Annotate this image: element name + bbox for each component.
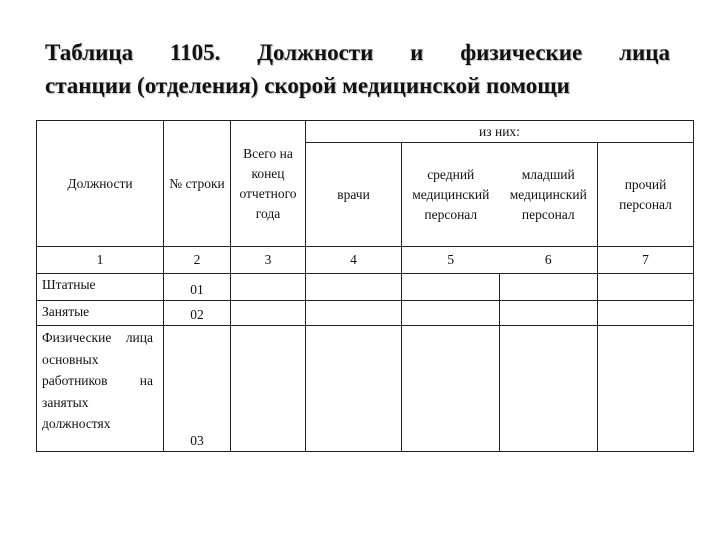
- cell-r3-c4: [306, 326, 402, 452]
- header-total: Всего на конец отчетного года: [231, 121, 306, 247]
- header-middle-staff: средний медицинский персонал: [402, 143, 500, 247]
- cell-r2-c4: [306, 301, 402, 326]
- cell-r3-c3: [231, 326, 306, 452]
- cell-r2-c6: [500, 301, 598, 326]
- cell-r1-c5: [402, 274, 500, 301]
- cell-r2-c7: [598, 301, 694, 326]
- column-number-6: 6: [500, 247, 598, 274]
- header-other-staff: прочий персонал: [598, 143, 694, 247]
- header-doctors: врачи: [306, 143, 402, 247]
- cell-r3-c5: [402, 326, 500, 452]
- column-number-4: 4: [306, 247, 402, 274]
- cell-r3-c6: [500, 326, 598, 452]
- title-line-1: Таблица 1105. Должности и физические лица: [45, 40, 670, 65]
- cell-r1-c3: [231, 274, 306, 301]
- column-number-5: 5: [402, 247, 500, 274]
- cell-r2-c5: [402, 301, 500, 326]
- header-position: Должности: [37, 121, 164, 247]
- row-code-03: 03: [164, 326, 231, 452]
- column-number-1: 1: [37, 247, 164, 274]
- staff-table: [36, 120, 694, 452]
- row-label-staffed: Штатные: [37, 274, 164, 301]
- header-of-which: из них:: [306, 121, 694, 143]
- column-number-3: 3: [231, 247, 306, 274]
- cell-r1-c7: [598, 274, 694, 301]
- page-title: [45, 36, 670, 102]
- header-row-number: № строки: [164, 121, 231, 247]
- row-code-01: 01: [164, 274, 231, 301]
- row-code-02: 02: [164, 301, 231, 326]
- title-line-2: станции (отделения) скорой медицинской помощи: [45, 73, 570, 98]
- header-junior-staff: младший медицинский персонал: [500, 143, 598, 247]
- column-number-2: 2: [164, 247, 231, 274]
- cell-r1-c6: [500, 274, 598, 301]
- table-row: [37, 274, 694, 301]
- table-row: [37, 326, 694, 452]
- column-number-7: 7: [598, 247, 694, 274]
- row-label-physical-persons: Физические лица основных работников на занятых должностях: [37, 326, 164, 452]
- cell-r1-c4: [306, 274, 402, 301]
- row-label-occupied: Занятые: [37, 301, 164, 326]
- cell-r3-c7: [598, 326, 694, 452]
- table-row: [37, 301, 694, 326]
- cell-r2-c3: [231, 301, 306, 326]
